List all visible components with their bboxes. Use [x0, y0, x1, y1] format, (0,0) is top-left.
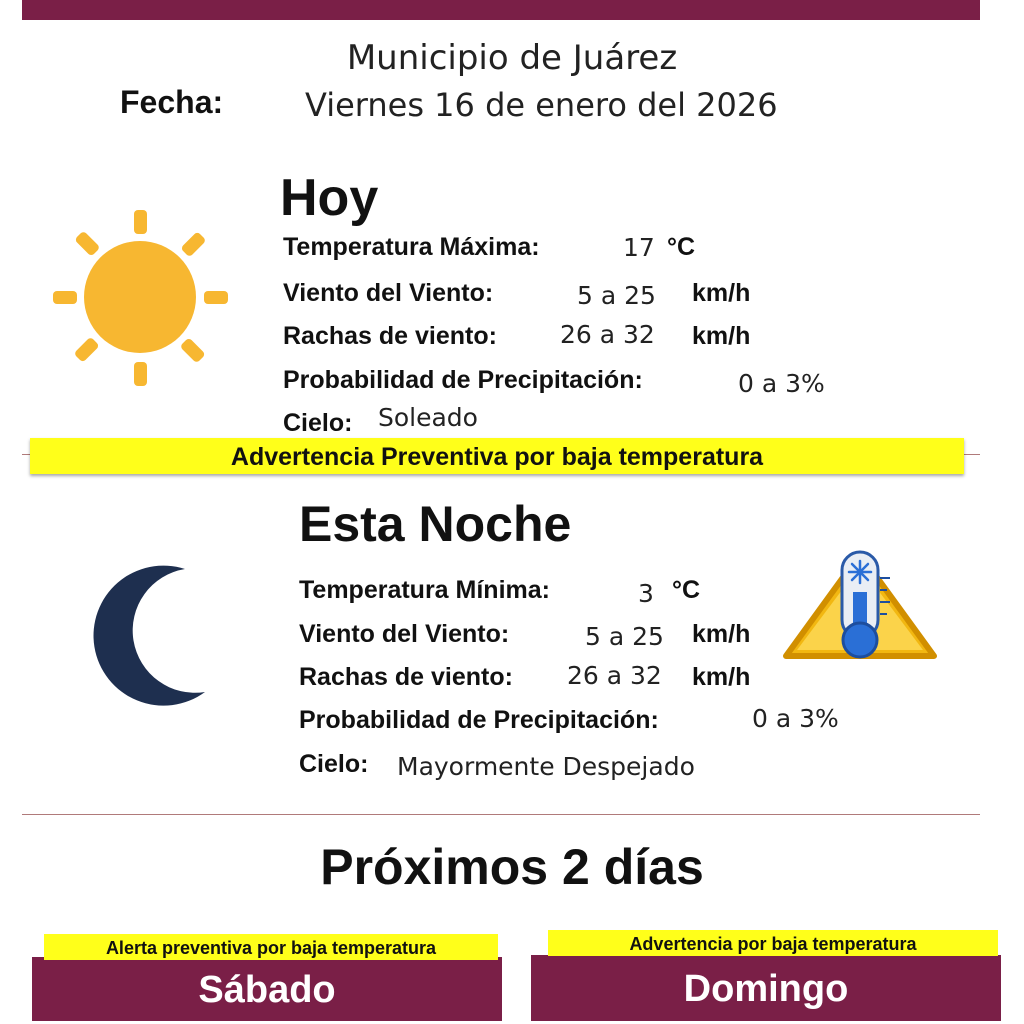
tonight-sky-value: Mayormente Despejado [397, 752, 695, 781]
tonight-min-temp-unit: °C [672, 576, 701, 604]
today-sky-value: Soleado [378, 403, 478, 432]
tonight-precip-value: 0 a 3% [752, 704, 839, 733]
today-heading: Hoy [280, 169, 379, 227]
today-wind-value: 5 a 25 [577, 281, 656, 310]
tonight-precip-label: Probabilidad de Precipitación: [299, 706, 659, 734]
today-warning-banner: Advertencia Preventiva por baja temperatura [30, 438, 964, 474]
tonight-min-temp-label: Temperatura Mínima: [299, 576, 550, 604]
date-label: Fecha: [120, 84, 224, 120]
saturday-alert-banner: Alerta preventiva por baja temperatura [44, 934, 498, 960]
today-wind-label: Viento del Viento: [283, 279, 494, 307]
today-max-temp-value: 17 [623, 233, 655, 262]
tonight-wind-value: 5 a 25 [585, 622, 664, 651]
sunday-alert-banner: Advertencia por baja temperatura [548, 930, 998, 956]
day-name-saturday: Sábado [198, 969, 336, 1011]
today-gusts-unit: km/h [692, 322, 751, 350]
cold-thermometer-warning-icon [780, 548, 940, 663]
tonight-min-temp-value: 3 [638, 579, 654, 608]
day-card-sunday[interactable] [531, 955, 1001, 1021]
tonight-wind-unit: km/h [692, 620, 751, 648]
municipality-title: Municipio de Juárez [346, 38, 678, 78]
tonight-wind-label: Viento del Viento: [299, 620, 510, 648]
day-card-saturday[interactable] [32, 957, 502, 1021]
day-name-sunday: Domingo [683, 968, 849, 1010]
today-max-temp-unit: °C [667, 233, 696, 261]
today-sky-label: Cielo: [283, 409, 353, 437]
tonight-sky-label: Cielo: [299, 750, 369, 778]
tonight-gusts-unit: km/h [692, 663, 751, 691]
today-wind-unit: km/h [692, 279, 751, 307]
section-divider-2 [22, 814, 980, 815]
today-gusts-label: Rachas de viento: [283, 322, 497, 350]
sun-icon [48, 206, 233, 391]
date-value: Viernes 16 de enero del 2026 [305, 86, 778, 124]
tonight-gusts-value: 26 a 32 [567, 661, 662, 690]
today-precip-value: 0 a 3% [738, 369, 825, 398]
today-max-temp-label: Temperatura Máxima: [283, 233, 540, 261]
today-precip-label: Probabilidad de Precipitación: [283, 366, 643, 394]
today-gusts-value: 26 a 32 [560, 320, 655, 349]
tonight-gusts-label: Rachas de viento: [299, 663, 513, 691]
top-brand-bar [22, 0, 980, 20]
moon-icon [70, 555, 220, 715]
next-days-heading: Próximos 2 días [320, 839, 704, 895]
tonight-heading: Esta Noche [299, 496, 572, 552]
